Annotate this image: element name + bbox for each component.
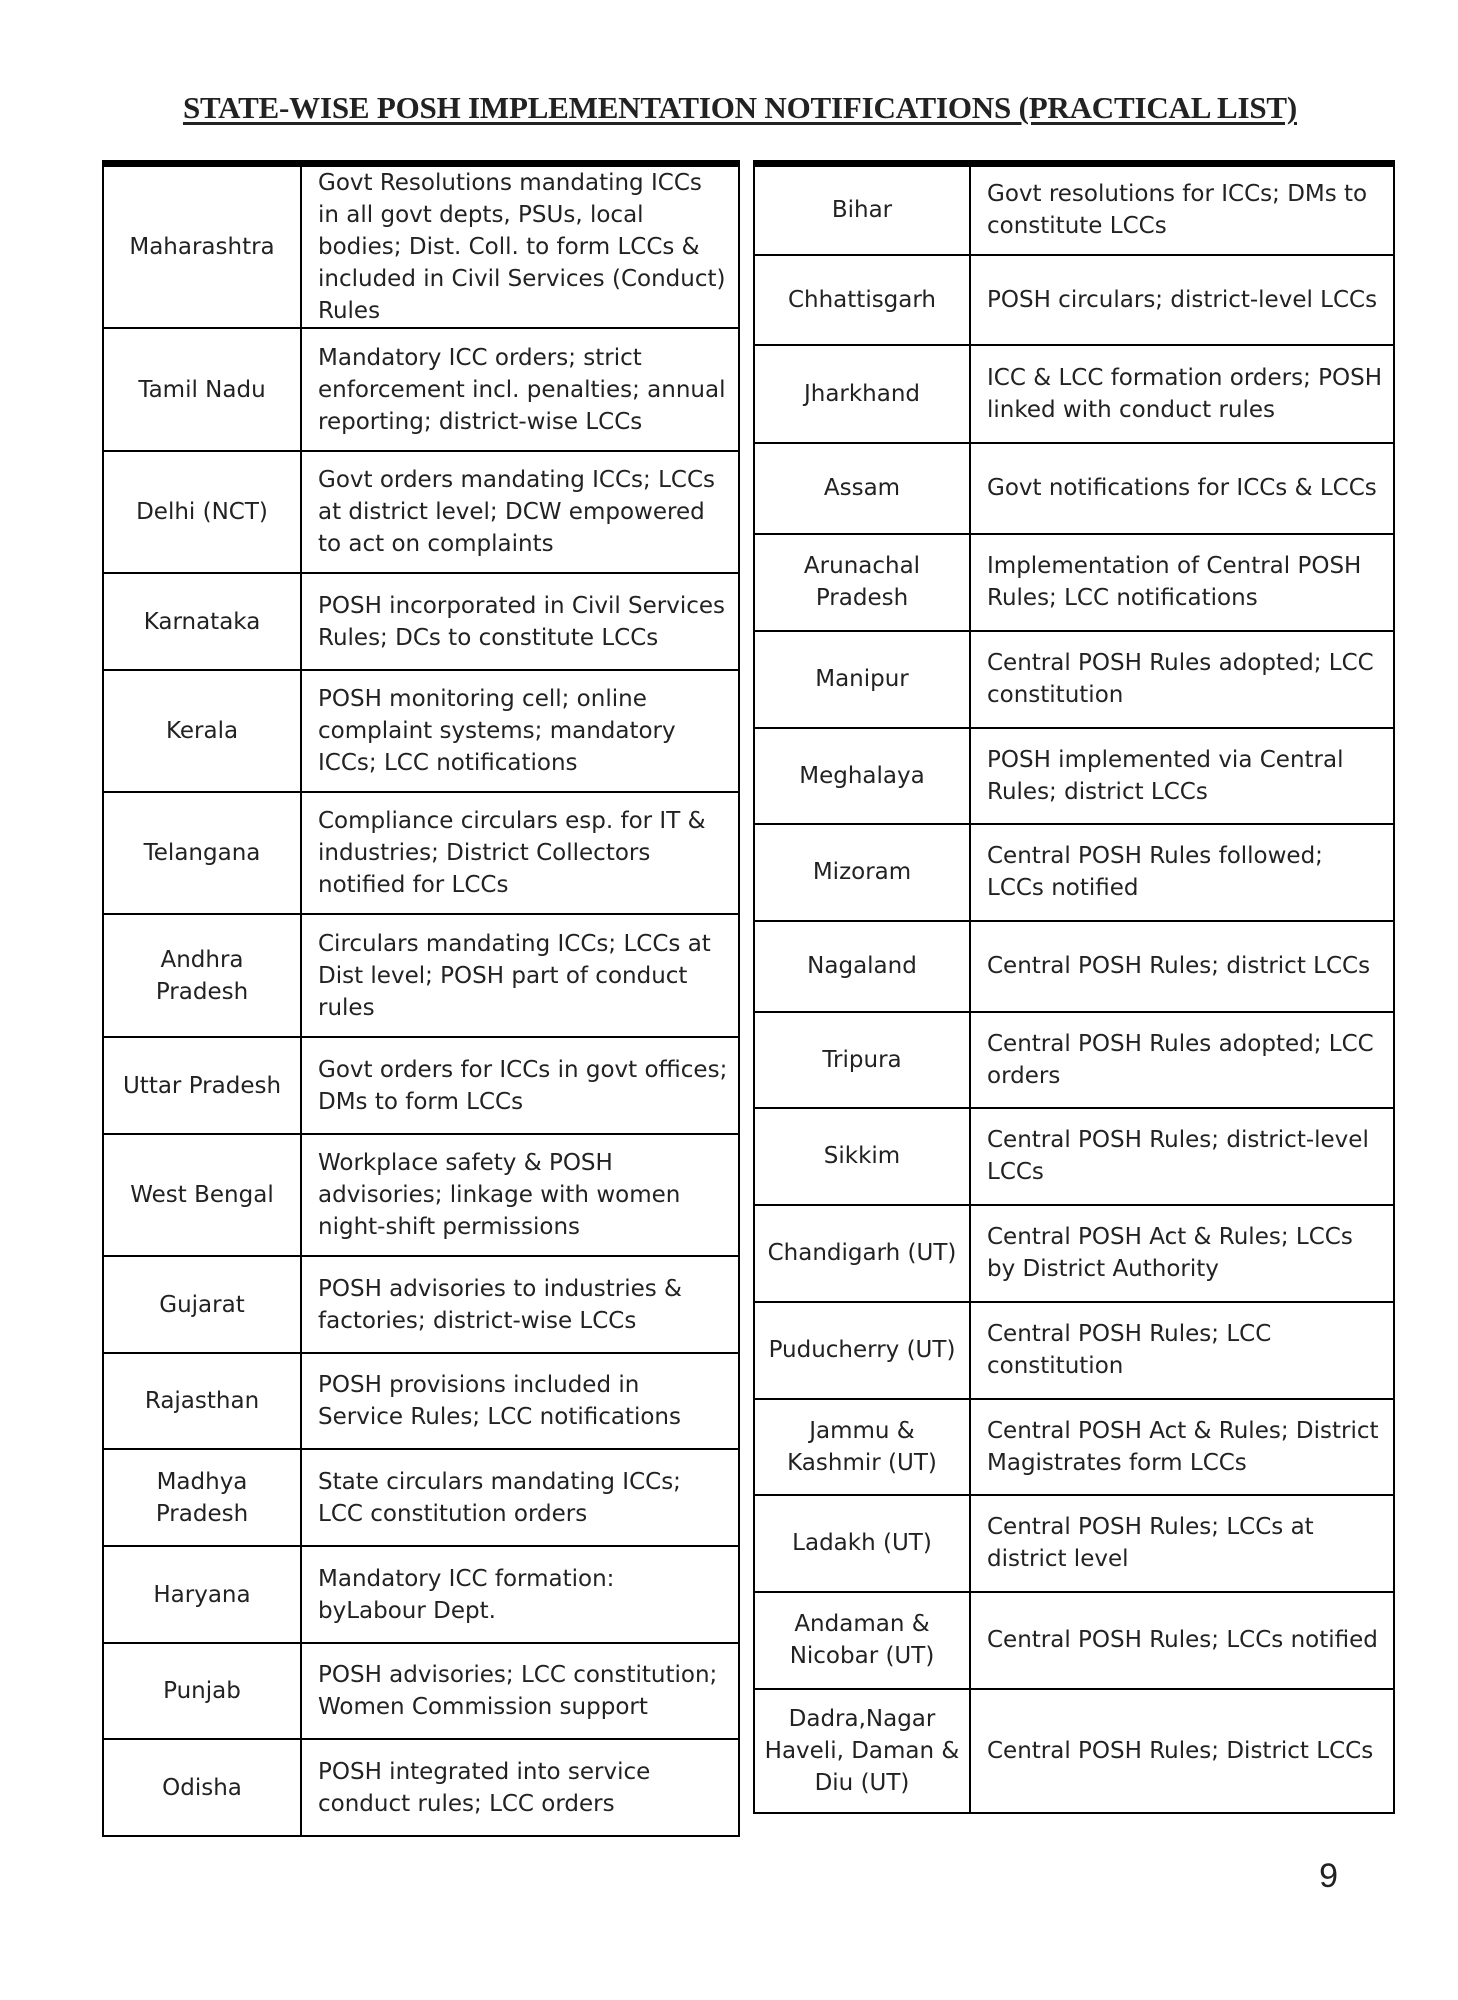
state-details: Govt Resolutions mandating ICCs in all govt depts, PSUs, local bodies; Dist. Coll. to form LCCs & included in Civil Services (Conduct) Rules bbox=[301, 164, 739, 329]
table-row bbox=[754, 1205, 1394, 1302]
table-row bbox=[103, 792, 739, 914]
state-name: Maharashtra bbox=[103, 164, 301, 329]
table-row bbox=[754, 631, 1394, 728]
state-name: Jammu & Kashmir (UT) bbox=[754, 1399, 970, 1495]
state-name: Andaman & Nicobar (UT) bbox=[754, 1592, 970, 1689]
state-name: Bihar bbox=[754, 164, 970, 255]
state-details: Central POSH Rules; LCC constitution bbox=[970, 1302, 1394, 1399]
table-row bbox=[103, 573, 739, 670]
table-row bbox=[103, 451, 739, 573]
state-name: Punjab bbox=[103, 1643, 301, 1739]
table-row bbox=[103, 670, 739, 792]
state-details: POSH integrated into service conduct rules; LCC orders bbox=[301, 1739, 739, 1836]
table-row bbox=[754, 728, 1394, 824]
state-name: Andhra Pradesh bbox=[103, 914, 301, 1037]
state-name: Tripura bbox=[754, 1012, 970, 1108]
table-row bbox=[754, 1399, 1394, 1495]
state-details: Compliance circulars esp. for IT & industries; District Collectors notified for LCCs bbox=[301, 792, 739, 914]
table-row bbox=[103, 1643, 739, 1739]
table-row bbox=[754, 1592, 1394, 1689]
state-details: Mandatory ICC orders; strict enforcement incl. penalties; annual reporting; district-wise LCCs bbox=[301, 328, 739, 451]
table-row bbox=[103, 1256, 739, 1353]
state-details: POSH advisories to industries & factories; district-wise LCCs bbox=[301, 1256, 739, 1353]
state-name: Haryana bbox=[103, 1546, 301, 1643]
table-row bbox=[754, 1012, 1394, 1108]
state-details: State circulars mandating ICCs; LCC constitution orders bbox=[301, 1449, 739, 1546]
state-name: Manipur bbox=[754, 631, 970, 728]
state-name: Delhi (NCT) bbox=[103, 451, 301, 573]
state-name: Jharkhand bbox=[754, 345, 970, 443]
state-details: Govt orders for ICCs in govt offices; DMs to form LCCs bbox=[301, 1037, 739, 1134]
table-row bbox=[754, 1495, 1394, 1592]
table-row bbox=[754, 824, 1394, 921]
page-title: STATE-WISE POSH IMPLEMENTATION NOTIFICATIONS (PRACTICAL LIST) bbox=[182, 90, 1298, 125]
page-number: 9 bbox=[1319, 1857, 1338, 1895]
state-details: Govt resolutions for ICCs; DMs to constitute LCCs bbox=[970, 164, 1394, 255]
state-details: Govt orders mandating ICCs; LCCs at district level; DCW empowered to act on complaints bbox=[301, 451, 739, 573]
state-details: Implementation of Central POSH Rules; LCC notifications bbox=[970, 534, 1394, 631]
left-state-table bbox=[102, 160, 740, 1837]
state-name: Meghalaya bbox=[754, 728, 970, 824]
table-row bbox=[754, 164, 1394, 255]
state-details: Central POSH Rules adopted; LCC constitution bbox=[970, 631, 1394, 728]
state-details: Central POSH Rules adopted; LCC orders bbox=[970, 1012, 1394, 1108]
state-name: Rajasthan bbox=[103, 1353, 301, 1449]
state-details: Govt notifications for ICCs & LCCs bbox=[970, 443, 1394, 534]
table-row bbox=[103, 914, 739, 1037]
state-name: Chhattisgarh bbox=[754, 255, 970, 345]
state-details: Central POSH Rules; district LCCs bbox=[970, 921, 1394, 1012]
state-details: POSH incorporated in Civil Services Rules; DCs to constitute LCCs bbox=[301, 573, 739, 670]
state-details: POSH provisions included in Service Rules; LCC notifications bbox=[301, 1353, 739, 1449]
state-name: Nagaland bbox=[754, 921, 970, 1012]
state-name: Assam bbox=[754, 443, 970, 534]
table-row bbox=[754, 345, 1394, 443]
state-name: Madhya Pradesh bbox=[103, 1449, 301, 1546]
table-row bbox=[103, 1739, 739, 1836]
table-row bbox=[103, 1449, 739, 1546]
table-row bbox=[754, 443, 1394, 534]
state-name: Uttar Pradesh bbox=[103, 1037, 301, 1134]
table-row bbox=[754, 1689, 1394, 1813]
state-details: Mandatory ICC formation: byLabour Dept. bbox=[301, 1546, 739, 1643]
state-details: POSH circulars; district-level LCCs bbox=[970, 255, 1394, 345]
table-row bbox=[103, 328, 739, 451]
table-row bbox=[103, 1546, 739, 1643]
table-row bbox=[103, 1037, 739, 1134]
state-name: Gujarat bbox=[103, 1256, 301, 1353]
state-details: POSH advisories; LCC constitution; Women Commission support bbox=[301, 1643, 739, 1739]
state-details: Workplace safety & POSH advisories; linkage with women night-shift permissions bbox=[301, 1134, 739, 1256]
state-details: Central POSH Rules; District LCCs bbox=[970, 1689, 1394, 1813]
state-details: ICC & LCC formation orders; POSH linked with conduct rules bbox=[970, 345, 1394, 443]
state-name: West Bengal bbox=[103, 1134, 301, 1256]
table-row bbox=[103, 1134, 739, 1256]
state-name: Odisha bbox=[103, 1739, 301, 1836]
state-details: Circulars mandating ICCs; LCCs at Dist level; POSH part of conduct rules bbox=[301, 914, 739, 1037]
state-name: Dadra,Nagar Haveli, Daman & Diu (UT) bbox=[754, 1689, 970, 1813]
state-details: POSH monitoring cell; online complaint systems; mandatory ICCs; LCC notifications bbox=[301, 670, 739, 792]
state-name: Sikkim bbox=[754, 1108, 970, 1205]
state-details: POSH implemented via Central Rules; district LCCs bbox=[970, 728, 1394, 824]
state-name: Chandigarh (UT) bbox=[754, 1205, 970, 1302]
table-row bbox=[754, 255, 1394, 345]
state-name: Puducherry (UT) bbox=[754, 1302, 970, 1399]
state-name: Mizoram bbox=[754, 824, 970, 921]
right-state-table bbox=[753, 160, 1395, 1814]
table-row bbox=[754, 534, 1394, 631]
state-name: Arunachal Pradesh bbox=[754, 534, 970, 631]
table-row bbox=[754, 1302, 1394, 1399]
table-row bbox=[754, 1108, 1394, 1205]
table-row bbox=[754, 921, 1394, 1012]
state-name: Telangana bbox=[103, 792, 301, 914]
table-row bbox=[103, 1353, 739, 1449]
state-details: Central POSH Rules; district-level LCCs bbox=[970, 1108, 1394, 1205]
state-name: Ladakh (UT) bbox=[754, 1495, 970, 1592]
state-details: Central POSH Rules; LCCs at district level bbox=[970, 1495, 1394, 1592]
state-details: Central POSH Rules followed; LCCs notified bbox=[970, 824, 1394, 921]
state-details: Central POSH Act & Rules; LCCs by District Authority bbox=[970, 1205, 1394, 1302]
state-details: Central POSH Rules; LCCs notified bbox=[970, 1592, 1394, 1689]
table-row bbox=[103, 164, 739, 329]
state-details: Central POSH Act & Rules; District Magistrates form LCCs bbox=[970, 1399, 1394, 1495]
state-name: Karnataka bbox=[103, 573, 301, 670]
state-name: Kerala bbox=[103, 670, 301, 792]
state-name: Tamil Nadu bbox=[103, 328, 301, 451]
